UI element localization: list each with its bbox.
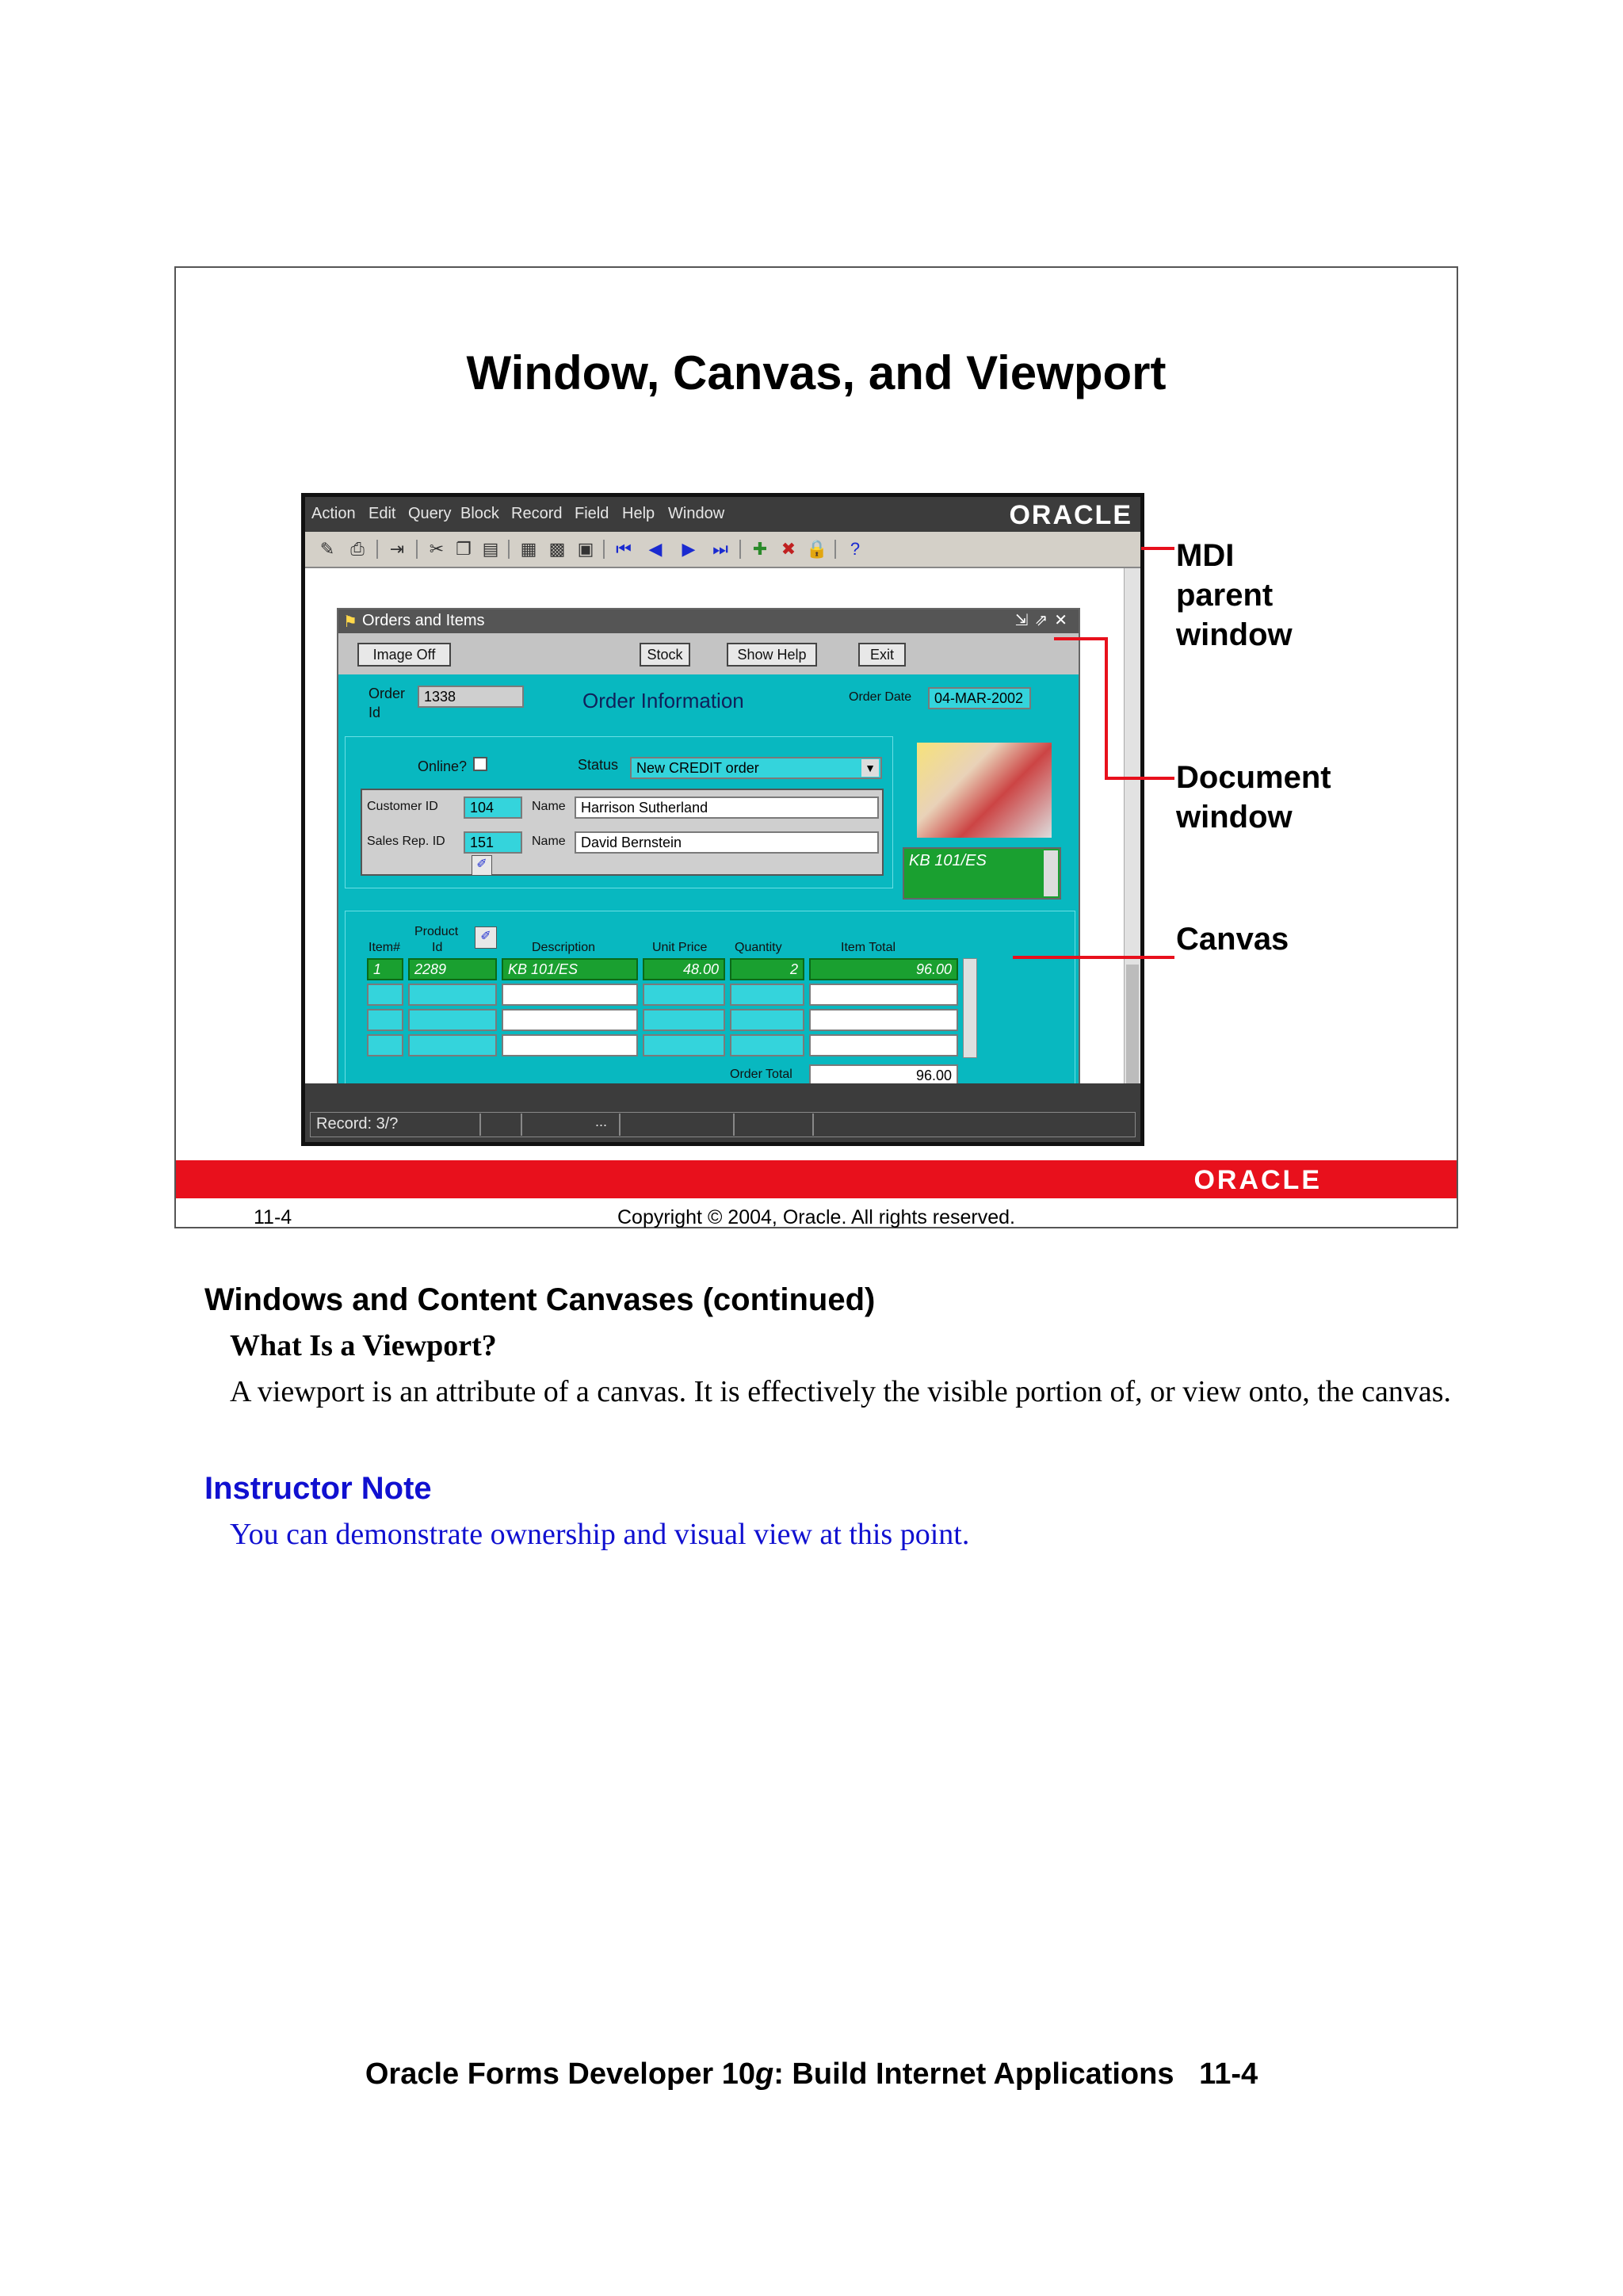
subsection-heading: What Is a Viewport?: [230, 1329, 497, 1362]
next-record-icon[interactable]: ▶: [682, 539, 696, 559]
mdi-annotation-line-2: parent: [1176, 578, 1274, 613]
lock-record-icon[interactable]: 🔒: [806, 539, 828, 559]
exit-button[interactable]: Exit: [858, 643, 906, 667]
menu-window[interactable]: Window: [668, 505, 725, 522]
status-line: [310, 1112, 1136, 1137]
previous-record-icon[interactable]: ◀: [648, 539, 663, 559]
form-icon: ⚑: [343, 613, 357, 631]
id-label: Id: [369, 705, 381, 720]
instructor-note-text: You can demonstrate ownership and visual view at this point.: [230, 1518, 970, 1551]
table-row[interactable]: [809, 1034, 958, 1056]
status-dots: ...: [595, 1114, 608, 1129]
document-arrow-segment: [1054, 637, 1106, 640]
print-icon[interactable]: ⎙: [350, 539, 365, 559]
customer-id-field[interactable]: 104: [464, 797, 522, 819]
toolbar-separator: [834, 540, 836, 559]
menu-action[interactable]: Action: [311, 505, 356, 522]
menu-record[interactable]: Record: [511, 505, 563, 522]
table-row[interactable]: [502, 984, 638, 1006]
close-icon[interactable]: ✕: [1054, 612, 1074, 629]
menu-help[interactable]: Help: [622, 505, 655, 522]
canvas-annotation: Canvas: [1176, 922, 1289, 957]
status-separator: [619, 1114, 621, 1136]
page-footer: [0, 2057, 1623, 2092]
online-label: Online?: [418, 758, 468, 774]
toolbar-separator: [603, 540, 605, 559]
order-total-field[interactable]: 96.00: [809, 1064, 958, 1087]
table-row[interactable]: [643, 1034, 725, 1056]
mdi-parent-window-annotation: [1176, 536, 1293, 655]
oracle-logo: ORACLE: [1009, 500, 1132, 530]
last-record-icon[interactable]: ⏭: [712, 539, 728, 559]
status-bar: [305, 1083, 1140, 1146]
table-row[interactable]: [408, 1034, 497, 1056]
status-value: New CREDIT order: [636, 760, 759, 776]
menu-query[interactable]: Query: [408, 505, 452, 522]
product-lov-icon[interactable]: ✐: [475, 926, 497, 949]
product-image: [917, 743, 1052, 838]
slide-frame: [174, 266, 1458, 1228]
save-icon[interactable]: ✎: [319, 539, 335, 559]
button-row: [338, 633, 1079, 674]
document-window-annotation: [1176, 758, 1331, 837]
description-scrollbar[interactable]: [1044, 850, 1058, 896]
lov-icon[interactable]: ✐: [472, 855, 492, 876]
body-paragraph: A viewport is an attribute of a canvas. It is effectively the visible portion of, or view onto, the canvas.: [230, 1375, 1452, 1408]
status-label: Status: [578, 757, 619, 773]
status-separator: [521, 1114, 522, 1136]
insert-record-icon[interactable]: ✚: [752, 539, 768, 559]
order-information-heading: Order Information: [582, 689, 744, 712]
toolbar-separator: [376, 540, 378, 559]
copy-icon[interactable]: ❐: [456, 539, 472, 559]
mdi-annotation-line-3: window: [1176, 617, 1293, 652]
maximize-icon[interactable]: ⇗: [1034, 612, 1055, 629]
product-header-bottom: Id: [432, 941, 443, 954]
delete-record-icon[interactable]: ✖: [781, 539, 796, 559]
table-row[interactable]: [809, 984, 958, 1006]
mdi-vertical-scrollbar[interactable]: [1124, 568, 1140, 1083]
table-row[interactable]: [367, 1009, 403, 1031]
execute-query-icon[interactable]: ▩: [548, 539, 566, 559]
document-arrow-segment: [1105, 777, 1174, 780]
section-heading: Windows and Content Canvases (continued): [204, 1282, 876, 1317]
table-row[interactable]: [408, 984, 497, 1006]
stock-button[interactable]: Stock: [640, 643, 690, 667]
footer-prefix: Oracle Forms Developer 10: [365, 2057, 755, 2091]
slide-copyright: Copyright © 2004, Oracle. All rights reserved.: [617, 1206, 1015, 1228]
footer-suffix: : Build Internet Applications 11-4: [773, 2057, 1258, 2091]
menu-field[interactable]: Field: [575, 505, 609, 522]
unit-price-header: Unit Price: [652, 941, 708, 954]
document-annotation-line-1: Document: [1176, 760, 1331, 795]
order-label: Order: [369, 686, 406, 701]
item-number-cell[interactable]: 1: [367, 958, 403, 980]
menu-edit[interactable]: Edit: [369, 505, 396, 522]
online-checkbox[interactable]: [473, 757, 487, 771]
record-status: Record: 3/?: [316, 1115, 399, 1133]
order-date-label: Order Date: [849, 690, 912, 704]
table-row[interactable]: [730, 1009, 804, 1031]
table-row[interactable]: [643, 1009, 725, 1031]
item-number-header: Item#: [369, 941, 401, 954]
quantity-cell[interactable]: 2: [730, 958, 804, 980]
chevron-down-icon[interactable]: ▼: [861, 759, 879, 777]
paste-icon[interactable]: ▤: [482, 539, 499, 559]
document-window: [337, 608, 1080, 1091]
toolbar: [305, 532, 1140, 568]
sales-rep-id-label: Sales Rep. ID: [367, 835, 445, 848]
table-row[interactable]: [730, 1034, 804, 1056]
minimize-icon[interactable]: ⇲: [1014, 612, 1035, 629]
table-row[interactable]: [367, 1034, 403, 1056]
cut-icon[interactable]: ✂: [429, 539, 445, 559]
table-row[interactable]: [643, 984, 725, 1006]
customer-id-label: Customer ID: [367, 800, 438, 813]
show-help-button[interactable]: Show Help: [727, 643, 817, 667]
toolbar-separator: [739, 540, 741, 559]
slide-title: Window, Canvas, and Viewport: [466, 346, 1167, 399]
order-date-field[interactable]: 04-MAR-2002: [928, 687, 1031, 709]
product-id-cell[interactable]: 2289: [408, 958, 497, 980]
product-description: KB 101/ES: [909, 852, 987, 869]
help-icon[interactable]: ?: [850, 539, 861, 559]
table-row[interactable]: [502, 1034, 638, 1056]
customer-box: [361, 789, 884, 876]
exit-icon[interactable]: ⇥: [389, 539, 405, 559]
document-window-titlebar[interactable]: [338, 609, 1079, 633]
canvas-arrow: [1013, 956, 1174, 959]
product-header-top: Product: [414, 925, 459, 938]
mdi-annotation-line-1: MDI: [1176, 538, 1235, 573]
window-controls: [1015, 610, 1074, 630]
item-total-header: Item Total: [841, 941, 896, 954]
order-total-label: Order Total: [730, 1068, 792, 1081]
slide-number: 11-4: [254, 1206, 292, 1228]
mdi-arrow: [1141, 547, 1174, 550]
menu-block[interactable]: Block: [460, 505, 499, 522]
table-row[interactable]: [367, 984, 403, 1006]
sales-rep-name-field[interactable]: David Bernstein: [575, 831, 879, 854]
table-row[interactable]: [408, 1009, 497, 1031]
customer-name-field[interactable]: Harrison Sutherland: [575, 797, 879, 819]
footer-italic: g: [755, 2057, 774, 2091]
toolbar-separator: [416, 540, 418, 559]
image-off-button[interactable]: Image Off: [357, 643, 451, 667]
status-separator: [733, 1114, 735, 1136]
sales-rep-name-label: Name: [532, 835, 566, 848]
table-row[interactable]: [502, 1009, 638, 1031]
items-scrollbar[interactable]: [963, 958, 977, 1058]
status-separator: [812, 1114, 814, 1136]
description-header: Description: [532, 941, 596, 954]
forms-screenshot: [301, 493, 1144, 1146]
menu-bar: [305, 497, 1140, 532]
first-record-icon[interactable]: ⏮: [616, 539, 632, 559]
cancel-query-icon[interactable]: ▣: [577, 539, 594, 559]
item-total-cell[interactable]: 96.00: [809, 958, 958, 980]
document-annotation-line-2: window: [1176, 800, 1293, 835]
enter-query-icon[interactable]: ▦: [520, 539, 537, 559]
quantity-header: Quantity: [735, 941, 782, 954]
slide-footer-bar: [176, 1160, 1457, 1198]
toolbar-separator: [508, 540, 510, 559]
table-row[interactable]: [809, 1009, 958, 1031]
unit-price-cell[interactable]: 48.00: [643, 958, 725, 980]
document-window-title: Orders and Items: [362, 612, 485, 629]
description-cell[interactable]: KB 101/ES: [502, 958, 638, 980]
oracle-footer-logo: ORACLE: [1193, 1165, 1322, 1195]
product-description-box: [903, 847, 1061, 900]
scrollbar-thumb[interactable]: [1126, 965, 1139, 1091]
sales-rep-id-field[interactable]: 151: [464, 831, 522, 854]
status-separator: [479, 1114, 481, 1136]
instructor-note-heading: Instructor Note: [204, 1471, 432, 1506]
status-select[interactable]: [630, 757, 882, 779]
document-arrow-segment: [1105, 637, 1108, 780]
customer-name-label: Name: [532, 800, 566, 813]
order-id-field[interactable]: 1338: [418, 686, 524, 708]
table-row[interactable]: [730, 984, 804, 1006]
